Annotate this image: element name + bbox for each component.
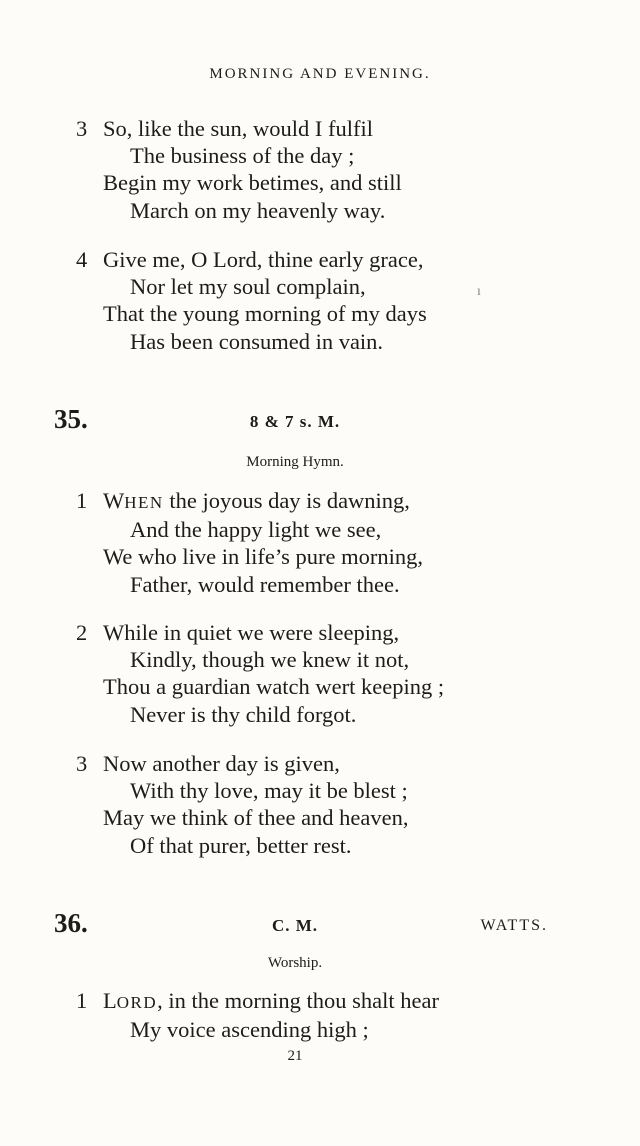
stanza-number: 3 bbox=[76, 751, 88, 776]
stanza bbox=[76, 246, 427, 355]
verse-line: Never is thy child forgot. bbox=[130, 701, 357, 727]
verse-line: Of that purer, better rest. bbox=[130, 832, 352, 858]
stanza bbox=[76, 619, 444, 728]
verse-line: 1 LORD, in the morning thou shalt hear bbox=[76, 988, 439, 1013]
stanza-number: 1 bbox=[76, 988, 88, 1013]
stanza bbox=[76, 115, 402, 224]
running-head: MORNING AND EVENING. bbox=[209, 66, 431, 82]
hymn-number: 35. bbox=[54, 404, 88, 434]
verse-line: 2 While in quiet we were sleeping, bbox=[76, 620, 400, 645]
hymn-meter: C. M. bbox=[271, 916, 319, 935]
stanza bbox=[76, 987, 439, 1043]
verse-line: May we think of thee and heaven, bbox=[103, 805, 409, 831]
verse-line: And the happy light we see, bbox=[130, 517, 382, 543]
verse-line: Kindly, though we knew it not, bbox=[130, 647, 410, 673]
verse-line: 3 Now another day is given, bbox=[76, 751, 340, 776]
verse-line: 1 WHEN the joyous day is dawning, bbox=[76, 488, 410, 513]
verse-line: The business of the day ; bbox=[130, 143, 355, 169]
verse-line: 4 Give me, O Lord, thine early grace, bbox=[76, 247, 424, 272]
verse-line: 3 So, like the sun, would I fulfil bbox=[76, 116, 373, 141]
page-number: 21 bbox=[287, 1048, 303, 1064]
stanza-number: 3 bbox=[76, 116, 88, 141]
stanza-number: 1 bbox=[76, 488, 88, 513]
hymn-title: Worship. bbox=[267, 955, 323, 971]
verse-line: Father, would remember thee. bbox=[130, 571, 400, 597]
hymn-meter: 8 & 7 s. M. bbox=[249, 412, 341, 431]
hymn-author: WATTS. bbox=[480, 917, 548, 934]
stanza-number: 2 bbox=[76, 620, 88, 645]
verse-line: Thou a guardian watch wert keeping ; bbox=[103, 674, 445, 700]
verse-line: We who live in life’s pure morning, bbox=[103, 544, 423, 570]
stanza bbox=[76, 750, 409, 859]
verse-line: March on my heavenly way. bbox=[130, 197, 386, 223]
verse-line: With thy love, may it be blest ; bbox=[130, 778, 408, 804]
print-speck: ı bbox=[477, 284, 481, 299]
hymn-number: 36. bbox=[54, 908, 88, 938]
stanza bbox=[76, 487, 423, 598]
verse-line: Has been consumed in vain. bbox=[130, 328, 384, 354]
verse-line: Begin my work betimes, and still bbox=[103, 170, 402, 196]
verse-line: Nor let my soul complain, bbox=[130, 274, 366, 300]
verse-line: My voice ascending high ; bbox=[130, 1017, 369, 1043]
hymn-title: Morning Hymn. bbox=[246, 454, 344, 470]
verse-line: That the young morning of my days bbox=[103, 301, 427, 327]
stanza-number: 4 bbox=[76, 247, 88, 272]
